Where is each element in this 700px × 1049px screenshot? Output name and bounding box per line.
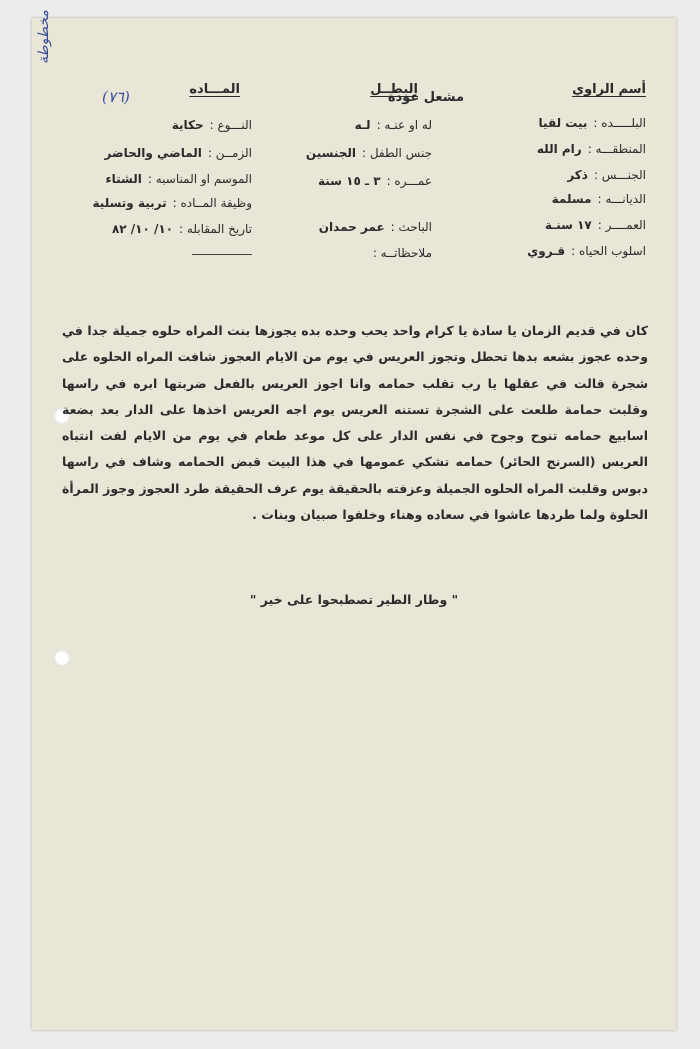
field-value: ٣ ـ ١٥ سنة [317, 174, 381, 188]
narrator-gender-field [567, 168, 646, 182]
field-value: ١٠/ ١٠/ ٨٢ [111, 222, 174, 236]
field-value: بيت لقيا [538, 116, 588, 130]
field-label: تاريخ المقابله : [179, 222, 252, 236]
field-value: الجنسين [305, 146, 356, 160]
closing-line: " وطار الطير تصطبحوا على خير " [249, 592, 459, 607]
field-label: البلـــــده : [593, 116, 646, 130]
field-value: مسلمة [551, 192, 592, 206]
field-value: قـروي [527, 244, 566, 258]
hero-child-gender-field [306, 146, 432, 160]
document-page [32, 10, 676, 1030]
narrator-age-field [545, 218, 646, 232]
narrator-religion-field [552, 192, 646, 206]
field-label: جنس الطفل : [361, 146, 432, 160]
material-date-field [112, 222, 252, 236]
hero-age-field [318, 174, 432, 188]
field-label: النـــوع : [209, 118, 252, 132]
field-value: لـه [354, 118, 371, 132]
field-label: المنطقـــه : [587, 142, 646, 156]
field-label: الباحث : [390, 220, 432, 234]
field-label: الجنـــس : [593, 168, 646, 182]
field-value: ذكر [567, 168, 588, 182]
material-time-field [105, 146, 252, 160]
hero-notes-field [367, 246, 432, 260]
field-label: اسلوب الحياه : [571, 244, 646, 258]
margin-handwritten-note: مخطوطة [36, 10, 52, 64]
field-label: الموسم او المناسبه : [147, 172, 252, 186]
field-value: تربية وتسلية [92, 196, 167, 210]
narrator-region-field [537, 142, 646, 156]
material-season-field [106, 172, 252, 186]
field-value: حكاية [171, 118, 204, 132]
item-number: (٧٦) [102, 88, 130, 106]
punch-hole [54, 650, 70, 666]
field-value: رام الله [536, 142, 582, 156]
field-value: الشتاء [105, 172, 142, 186]
field-value: الماضي والحاضر [104, 146, 202, 160]
hero-researcher-field [319, 220, 432, 234]
field-label: ملاحظاتــه : [372, 246, 432, 260]
field-label: له او عنـه : [376, 118, 432, 132]
hero-heading-label: البطــل [370, 82, 418, 97]
material-heading [189, 82, 240, 97]
field-label: وظيفة المــاده : [172, 196, 252, 210]
material-type-field [172, 118, 252, 132]
hero-for-field [355, 118, 432, 132]
narrator-heading-label: أسم الراوي [572, 82, 646, 97]
hero-heading [370, 82, 418, 97]
narrator-name-value: مشعل عودة [387, 90, 464, 105]
field-label: عمـــره : [386, 174, 432, 188]
field-value: ١٧ سنـة [544, 218, 592, 232]
story-text: كان في قديم الزمان يا سادة يا كرام واحد يحب وحده بده يجوزها بنت المراه حلوه جميلة جدا في وحده عجوز بشعه بدها تحطل وتجوز العريس في يوم من الايام العجوز شافت المراه الحلوه على شجرة قالت في عقلها يا رب تقلب حمامه وانا اجوز العريس بالفعل ضربتها ابره في راسها وقلبت حمامة طلعت على الشجرة تستنه العريس يوم اجه العريس اخذها على الدار بعد بضعة اسابيع حمامه تنوح وجوح في نفس الدار على كل موعد طعام في يوم من الايام لفت انتباه العريس (السرنج الحائر) حمامه تشكي عمومها في هذا البيت قبض الحمامه وشاف في راسها دبوس وقلبت المراه الحلوه الجميلة وعزفته بالحقيقة يوم عرف الحقيقة طرد العجوز وجوز المرأة الحلوة ولما طردها عاشوا في سعاده وهناء وخلفوا صبيان وبنات . [62, 323, 648, 523]
field-label: الديانـــه : [597, 192, 646, 206]
signature-line [192, 254, 252, 255]
material-heading-label: المـــاده [189, 82, 240, 97]
field-label: الزمــن : [207, 146, 252, 160]
field-value: عمر حمدان [318, 220, 385, 234]
material-function-field [93, 196, 252, 210]
narrator-heading [572, 82, 646, 97]
field-label: العمــــر : [597, 218, 646, 232]
narrator-town-field [539, 116, 646, 130]
narrator-lifestyle-field [527, 244, 646, 258]
